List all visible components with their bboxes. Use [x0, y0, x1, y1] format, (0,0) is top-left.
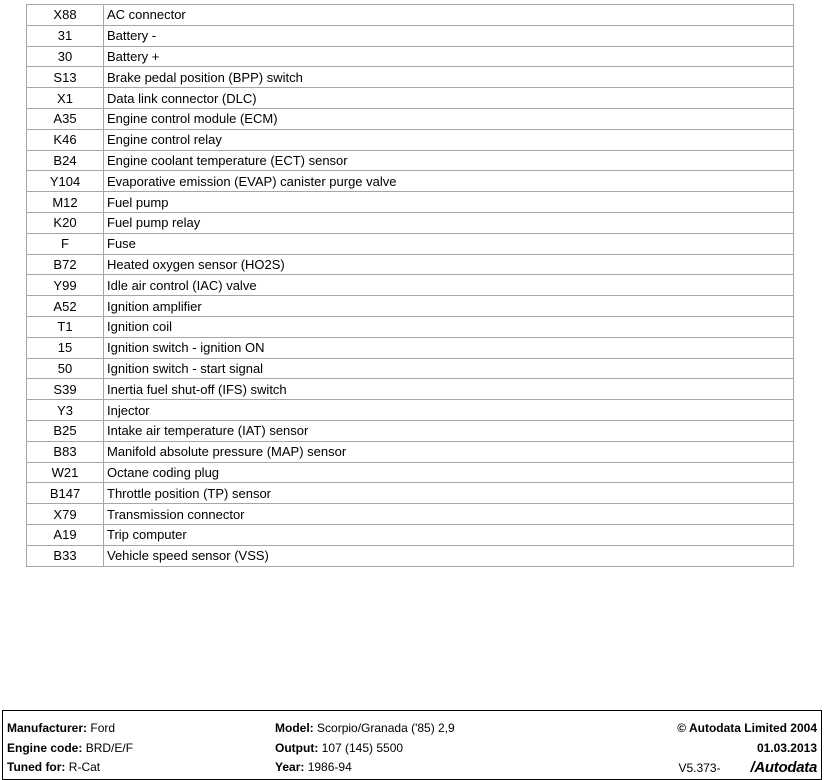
model-value: Scorpio/Granada ('85) 2,9	[317, 721, 455, 735]
component-code: 31	[27, 25, 104, 46]
tuned-for-value: R-Cat	[68, 760, 101, 774]
table-row	[27, 275, 794, 296]
table-row	[27, 483, 794, 504]
component-code: S13	[27, 67, 104, 88]
manufacturer-label: Manufacturer:	[7, 721, 88, 735]
component-description: Vehicle speed sensor (VSS)	[104, 545, 794, 566]
component-description: Ignition amplifier	[104, 296, 794, 317]
component-description: Fuse	[104, 233, 794, 254]
component-description: Ignition coil	[104, 316, 794, 337]
footer-column-vehicle	[7, 719, 133, 778]
table-row	[27, 462, 794, 483]
component-description: Battery -	[104, 25, 794, 46]
component-description: Data link connector (DLC)	[104, 88, 794, 109]
component-code: B33	[27, 545, 104, 566]
engine-code-row	[7, 739, 133, 759]
table-row	[27, 108, 794, 129]
engine-code-label: Engine code:	[7, 740, 83, 755]
component-code: 50	[27, 358, 104, 379]
component-code: X1	[27, 88, 104, 109]
component-code: B83	[27, 441, 104, 462]
footer-column-publisher	[677, 719, 817, 779]
legend-body	[27, 5, 794, 567]
component-code: X79	[27, 504, 104, 525]
output-label: Output:	[275, 740, 319, 755]
table-row	[27, 316, 794, 337]
component-description: AC connector	[104, 5, 794, 26]
component-code: A19	[27, 524, 104, 545]
component-code: 30	[27, 46, 104, 67]
table-row	[27, 254, 794, 275]
component-code: F	[27, 233, 104, 254]
table-row	[27, 545, 794, 566]
component-description: Inertia fuel shut-off (IFS) switch	[104, 379, 794, 400]
component-legend-table	[26, 4, 794, 567]
component-code: 15	[27, 337, 104, 358]
component-code: B147	[27, 483, 104, 504]
component-code: T1	[27, 316, 104, 337]
vehicle-info-footer	[2, 710, 822, 780]
component-description: Evaporative emission (EVAP) canister purge valve	[104, 171, 794, 192]
component-code: A35	[27, 108, 104, 129]
component-code: A52	[27, 296, 104, 317]
table-row	[27, 5, 794, 26]
table-row	[27, 25, 794, 46]
table-row	[27, 67, 794, 88]
table-row	[27, 524, 794, 545]
component-description: Intake air temperature (IAT) sensor	[104, 420, 794, 441]
component-description: Transmission connector	[104, 504, 794, 525]
table-row	[27, 150, 794, 171]
output-value: 107 (145) 5500	[321, 740, 404, 755]
tuned-for-label: Tuned for:	[7, 760, 66, 774]
component-code: B24	[27, 150, 104, 171]
component-description: Brake pedal position (BPP) switch	[104, 67, 794, 88]
component-description: Fuel pump	[104, 192, 794, 213]
component-description: Battery +	[104, 46, 794, 67]
component-description: Engine coolant temperature (ECT) sensor	[104, 150, 794, 171]
reference-row	[677, 758, 817, 779]
component-description: Throttle position (TP) sensor	[104, 483, 794, 504]
component-code: Y3	[27, 400, 104, 421]
component-code: Y99	[27, 275, 104, 296]
year-label: Year:	[275, 760, 305, 774]
table-row	[27, 504, 794, 525]
table-row	[27, 337, 794, 358]
component-code: Y104	[27, 171, 104, 192]
table-row	[27, 129, 794, 150]
table-row	[27, 441, 794, 462]
component-description: Ignition switch - start signal	[104, 358, 794, 379]
table-row	[27, 171, 794, 192]
table-row	[27, 88, 794, 109]
component-description: Engine control module (ECM)	[104, 108, 794, 129]
engine-code-value: BRD/E/F	[85, 740, 134, 755]
copyright-text: © Autodata Limited 2004	[677, 721, 817, 735]
component-description: Heated oxygen sensor (HO2S)	[104, 254, 794, 275]
table-row	[27, 400, 794, 421]
reference-code: V5.373-	[678, 761, 721, 775]
table-row	[27, 420, 794, 441]
print-date: 01.03.2013	[756, 740, 817, 755]
component-description: Idle air control (IAC) valve	[104, 275, 794, 296]
component-description: Ignition switch - ignition ON	[104, 337, 794, 358]
model-row	[275, 719, 455, 739]
component-description: Manifold absolute pressure (MAP) sensor	[104, 441, 794, 462]
table-row	[27, 192, 794, 213]
component-code: K20	[27, 212, 104, 233]
table-row	[27, 212, 794, 233]
component-description: Engine control relay	[104, 129, 794, 150]
autodata-logo: /Autodata	[750, 759, 817, 776]
component-code: W21	[27, 462, 104, 483]
model-label: Model:	[275, 721, 314, 735]
footer-column-model	[275, 719, 455, 778]
component-code: K46	[27, 129, 104, 150]
component-description: Octane coding plug	[104, 462, 794, 483]
component-code: M12	[27, 192, 104, 213]
manufacturer-row	[7, 719, 133, 739]
table-row	[27, 233, 794, 254]
component-code: X88	[27, 5, 104, 26]
component-description: Fuel pump relay	[104, 212, 794, 233]
table-row	[27, 46, 794, 67]
manufacturer-value: Ford	[90, 721, 116, 735]
output-row	[275, 739, 455, 759]
table-row	[27, 379, 794, 400]
component-code: S39	[27, 379, 104, 400]
component-code: B25	[27, 420, 104, 441]
component-description: Trip computer	[104, 524, 794, 545]
table-row	[27, 358, 794, 379]
component-code: B72	[27, 254, 104, 275]
table-row	[27, 296, 794, 317]
component-description: Injector	[104, 400, 794, 421]
year-value: 1986-94	[307, 760, 352, 774]
